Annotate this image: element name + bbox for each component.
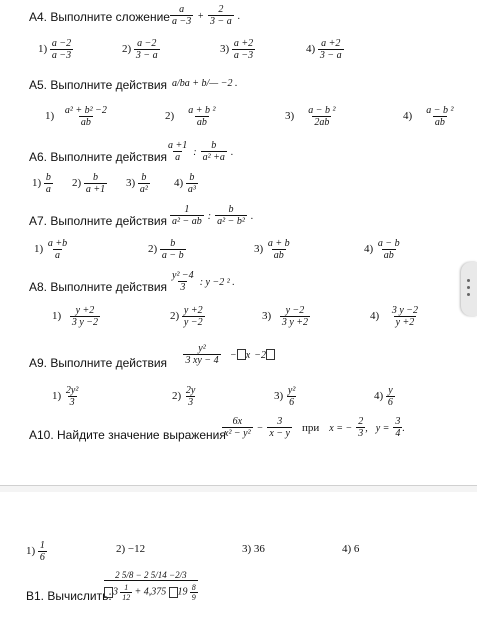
a8-option-3: 3) $\frac{y -2}{3 y +2}$ [262,305,309,328]
a9-expression: $\frac{\text{y²}}{3 xy - 4}$ − x −2 [178,343,275,366]
answer-option-2: 2) −12 [116,543,146,555]
a6-title: А6. Выполните действия [29,150,168,164]
a7-option-3: 3) $\frac{a + b}{ab}$ [254,238,290,261]
a6-expr-den1: a [175,152,181,163]
a10-expr-den2: x − y [269,428,290,439]
a6-option-3: 3) $\frac{b}{\text{a²}}$ [126,172,148,195]
a5-option-1: 1) $\frac{\text{a² + b² −2}}{ab}$ [45,105,107,128]
a4-option-4: 4) $\frac{a +2}{3 - a}$ [306,38,342,61]
a8-expr-num1: y² −4 [172,270,194,281]
a6-expr-den2: a² +a [202,152,225,163]
b1-expression [104,570,198,602]
a4-expr-plus: + [197,11,204,23]
a4-expr-den1: a −3 [172,16,192,27]
b1-bottom-c: 19 [177,586,188,598]
more-options-handle[interactable] [461,262,477,316]
a8-title: А8. Выполните действия [29,280,168,294]
b1-bottom-frac-den: 12 [122,593,131,602]
a9-missing-glyph-box-2 [266,349,275,360]
a6-expr-num1: a +1 [168,140,188,151]
a4-option-3: 3) $\frac{a +2}{a -3}$ [220,38,254,61]
a6-option-4: 4) $\frac{b}{\text{a³}}$ [174,172,196,195]
answer-option-1: 1) $\frac{1}{6}$ [26,540,45,563]
a6-option-1: 1) $\frac{b}{a}$ [32,172,51,195]
a5-title: А5. Выполните действия [29,78,168,92]
a6-option-2: 2) $\frac{b}{a +1}$ [72,172,106,195]
vertical-dots-icon [467,279,470,300]
b1-bottom-frac-num: 1 [124,583,129,592]
b1-bottom-frac2-num: 8 [191,583,196,592]
a5-option-3: 3) $\frac{\text{a − b ²}}{2ab}$ [285,105,336,128]
a4-expr-num1: a [179,4,185,15]
a9-expr-den1: 3 xy − 4 [185,355,219,366]
b1-top: 2 5/8 − 2 5/14 −2/3 [104,570,198,581]
a7-expr-num2: b [228,204,234,215]
a9-title: А9. Выполните действия [29,356,168,370]
a6-expr-num2: b [211,140,217,151]
a8-option-4: 4) $\frac{3 y -2}{y +2}$ [370,305,419,328]
a7-option-4: 4) $\frac{a - b}{ab}$ [364,238,400,261]
answer-option-3: 3) 36 [242,543,265,555]
a4-option-2: 2) $\frac{a -2}{3 - a}$ [122,38,158,61]
a7-expr-den1: a² − ab [172,216,202,227]
a9-option-3: 3) $\frac{\text{y²}}{6}$ [274,385,296,408]
b1-title: В1. Вычислить: [26,589,112,603]
a5-option-2: 2) $\frac{\text{a + b ²}}{ab}$ [165,105,216,128]
a9-option-2: 2) $\frac{2y}{3}$ [172,385,196,408]
a7-option-1: 1) $\frac{a +b}{a}$ [34,238,68,261]
b1-bottom-a: 3 [113,586,118,598]
a7-expr-num1: 1 [184,204,190,215]
a4-title: А4. Выполните сложение [29,10,170,24]
a4-expr-num2: 2 [218,4,224,15]
a10-y-label: y = [375,423,390,435]
a5-option-4: 4) $\frac{\text{a − b ²}}{ab}$ [403,105,454,128]
a10-x-label: x = − [329,423,353,435]
a8-expr-den1: 3 [180,282,186,293]
a8-expression [170,270,235,293]
a7-option-2: 2) $\frac{b}{a - b}$ [148,238,184,261]
a9-missing-glyph-box [237,349,246,360]
a7-expr-den2: a² − b² [217,216,245,227]
a4-expr-den2: 3 − a [210,16,232,27]
a10-expr-num1: 6x [232,416,243,427]
a10-expression: $\frac{6x}{\text{x² − y²}}$ − $\frac{3}{x - y}$ при x = − $\frac{2}{3}$ , y = $\frac{3}{4}$ . [224,416,405,439]
a8-expr-rest: : y −2 ² . [199,277,235,289]
a10-expr-num2: 3 [277,416,283,427]
a7-expression: $\frac{1}{\text{a² − ab}}$ : $\frac{b}{\text{a² − b²}}$ . [172,204,254,227]
a9-option-1: 1) $\frac{\text{2y²}}{3}$ [52,385,79,408]
a4-expression: $\frac{a}{a -3}$ + $\frac{2}{3 - a}$ . [172,4,241,27]
a7-title: А7. Выполните действия [29,214,168,228]
a5-expression: a/ba + b/— −2 . [172,78,238,89]
section-divider-band [0,486,477,492]
a4-option-1: 1) $\frac{a -2}{a -3}$ [38,38,72,61]
b1-bottom-b: + 4,375 [134,586,167,598]
answer-option-4: 4) 6 [342,543,360,555]
a10-y-num: 3 [395,416,401,427]
a10-title: А10. Найдите значение выражения [29,428,226,442]
b1-bottom-frac2-den: 9 [191,593,196,602]
a8-option-1: 1) $\frac{y +2}{3 y -2}$ [52,305,99,328]
a6-expression: $\frac{a +1}{a}$ : $\frac{b}{\text{a² +a}}$ . [168,140,234,163]
a9-option-4: 4) $\frac{y}{6}$ [374,385,393,408]
a10-expr-den1: x² − y² [224,428,251,439]
a10-pri: при [302,422,320,435]
a10-x-den: 3 [358,428,364,439]
a9-expr-num1: y² [198,343,206,354]
a8-option-2: 2) $\frac{y +2}{y -2}$ [170,305,203,328]
a10-x-num: 2 [358,416,364,427]
a10-y-den: 4 [395,428,401,439]
